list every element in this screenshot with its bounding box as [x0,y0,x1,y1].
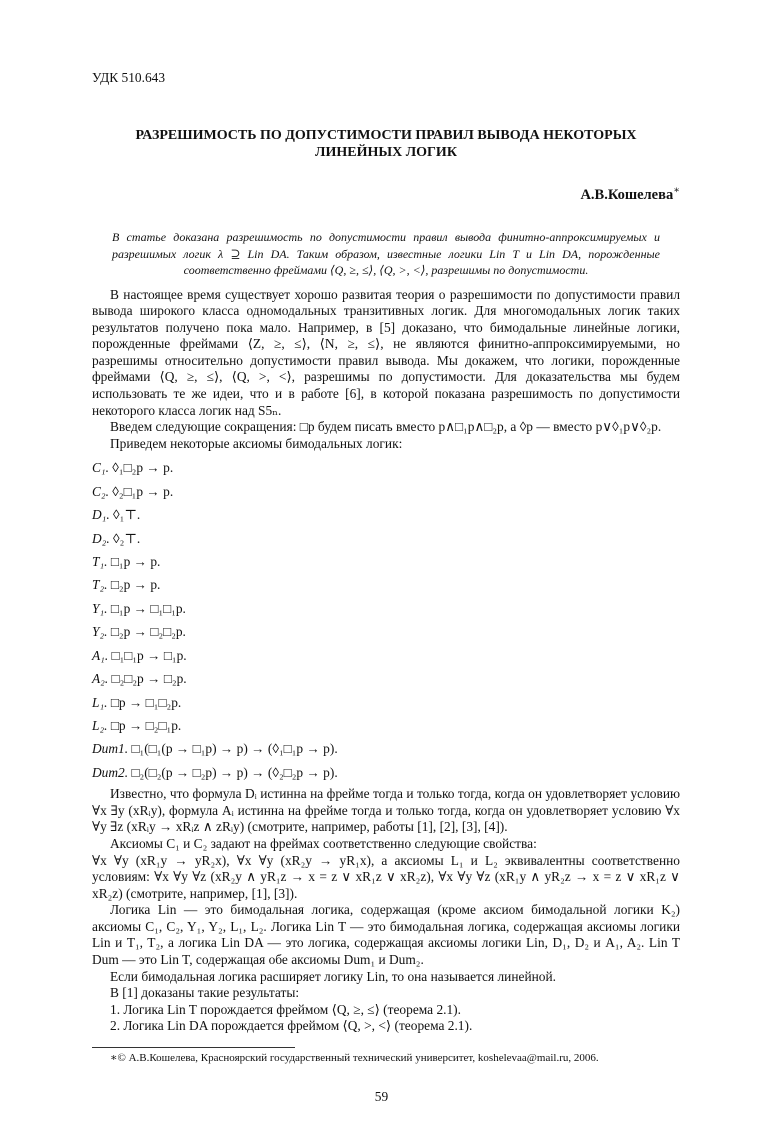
author [92,183,680,203]
axiom [92,573,680,596]
main-text [92,786,680,1035]
axiom [92,667,680,690]
result-item: 1. Логика Lin T порождается фреймом ⟨Q, ≥, ≤⟩ (теорема 2.1). [110,1001,461,1017]
axiom-formula: ◊₁⊤. [113,507,141,523]
axiom-name: D₂. [92,530,110,546]
axiom-formula: □p → □₂□₁p. [110,717,182,733]
axiom-formula: ◊₂⊤. [113,530,141,546]
axiom-formula: □₂□₂p → □₂p. [111,671,187,687]
introduction [92,287,680,453]
axiom-formula: □₁p → □₁□₁p. [110,600,186,616]
axiom-name: A₂. [92,671,109,687]
axiom [92,550,680,573]
footnote: ∗© А.В.Кошелева, Красноярский государственный технический университет, koshelevaa@mail.ru, 2006. [110,1052,599,1065]
axiom-name: C₂. [92,483,109,499]
footnote-mark: ∗ [673,184,680,196]
axiom-formula: □₂p → □₂□₂p. [110,624,186,640]
abstract: В статье доказана разрешимость по допустимости правил вывода финитно-аппроксимируемых и разрешимых логик λ ⊇ Lin DA. Таким образом, известные логики Lin T и Lin DA, порожденные соответственно фреймами ⟨Q, ≥, ≤⟩, ⟨Q, >, <⟩, разрешимы по допустимости. [112,230,660,278]
axiom [92,644,680,667]
udk-code: УДК 510.643 [92,70,166,85]
paper-page [92,0,680,1126]
axiom [92,737,680,760]
axiom-name: Dum2. [92,764,129,780]
axiom [92,597,680,620]
axiom-name: D₁. [92,507,110,523]
axiom-name: A₁. [92,647,109,663]
axiom-name: T₁. [92,554,108,570]
axiom-name: C₁. [92,460,109,476]
axiom-name: Y₂. [92,624,108,640]
title-line: ЛИНЕЙНЫХ ЛОГИК [315,144,457,160]
axiom-formula: □₁p → p. [110,554,161,570]
paragraph: Введем следующие сокращения: □p будем писать вместо p∧□₁p∧□₂p, а ◊p — вместо p∨◊₁p∨◊₂p. [110,419,662,435]
axiom-name: L₂. [92,717,108,733]
footnote-rule [92,1047,295,1048]
axiom-list [92,456,680,784]
axiom-formula: □₁□₁p → □₁p. [111,647,187,663]
axiom [92,691,680,714]
axiom [92,503,680,526]
paragraph: Аксиомы C₁ и C₂ задают на фреймах соответственно следующие свойства: [110,835,537,851]
paragraph: В [1] доказаны такие результаты: [110,985,300,1001]
axiom [92,761,680,784]
axiom-formula: □₁(□₁(p → □₁p) → p) → (◊₁□₁p → p). [131,741,338,757]
axiom [92,620,680,643]
axiom [92,714,680,737]
axiom-formula: □₂(□₂(p → □₂p) → p) → (◊₂□₂p → p). [131,764,338,780]
axiom-name: Dum1. [92,741,129,757]
paragraph: Известно, что формула Dᵢ истинна на фрейме тогда и только тогда, когда он удовлетворяет условию ∀x ∃y (xRᵢy), формула Aᵢ истинна на фрейме тогда и только тогда, когда он удовлетворяет условию ∀x ∀y ∃z (xRᵢy → xRᵢz ∧ zRᵢy) (смотрите, например, работы [1], [2], [3], [4]). [92,786,680,835]
page-number: 59 [374,1089,389,1105]
axiom [92,480,680,503]
result-item: 2. Логика Lin DA порождается фреймом ⟨Q, >, <⟩ (теорема 2.1). [110,1018,473,1034]
axiom-formula: □p → □₁□₂p. [110,694,182,710]
axiom-name: T₂. [92,577,108,593]
axiom-name: L₁. [92,694,108,710]
paragraph: Если бимодальная логика расширяет логику Lin, то она называется линейной. [110,968,556,984]
axiom-formula: ◊₁□₂p → p. [112,460,174,476]
paragraph: Логика Lin — это бимодальная логика, содержащая (кроме аксиом бимодальной логики K₂) аксиомы C₁, C₂, Y₁, Y₂, L₁, L₂. Логика Lin T — это бимодальная логика, содержащая аксиомы логики Lin и T₁, T₂, а логика Lin DA — это логика, содержащая аксиомы логики Lin, D₁, D₂ и A₁, A₂. Lin T Dum — это Lin T, содержащая обе аксиомы Dum₁ и Dum₂. [92,902,680,968]
paragraph: ∀x ∀y (xR₁y → yR₂x), ∀x ∀y (xR₂y → yR₁x), а аксиомы L₁ и L₂ эквивалентны соответственно условиям: ∀x ∀y ∀z (xR₂y ∧ yR₁z → x = z ∨ xR₁z ∨ xR₂z), ∀x ∀y ∀z (xR₁y ∧ yR₂z → x = z ∨ xR₁z ∨ xR₂z) (смотрите, например, [1], [3]). [92,852,680,901]
author-name: А.В.Кошелева [580,186,674,203]
axiom-name: Y₁. [92,600,108,616]
axiom [92,527,680,550]
axiom-formula: ◊₂□₁p → p. [112,483,174,499]
axiom [92,456,680,479]
axiom-formula: □₂p → p. [110,577,161,593]
paragraph: Приведем некоторые аксиомы бимодальных логик: [110,435,403,451]
title-line: РАЗРЕШИМОСТЬ ПО ДОПУСТИМОСТИ ПРАВИЛ ВЫВОДА НЕКОТОРЫХ [135,127,637,143]
paragraph: В настоящее время существует хорошо развитая теория о разрешимости по допустимости правил вывода широкого класса одномодальных транзитивных логик. Для многомодальных логик таких результатов получено пока мало. Например, в [5] доказано, что бимодальные линейные логики, порожденные фреймами ⟨Z, ≥, ≤⟩, ⟨N, ≥, ≤⟩, не являются финитно-аппроксимируемыми, но разрешимы относительно допустимости правил вывода. Мы докажем, что логики, порожденные фреймами ⟨Q, ≥, ≤⟩, ⟨Q, >, <⟩, разрешимы по допустимости. Для доказательства мы будем использовать те же идеи, что и в работе [6], в которой показана разрешимость по допустимости некоторого класса логик над S5ₙ. [92,286,680,418]
paper-title [92,127,680,161]
